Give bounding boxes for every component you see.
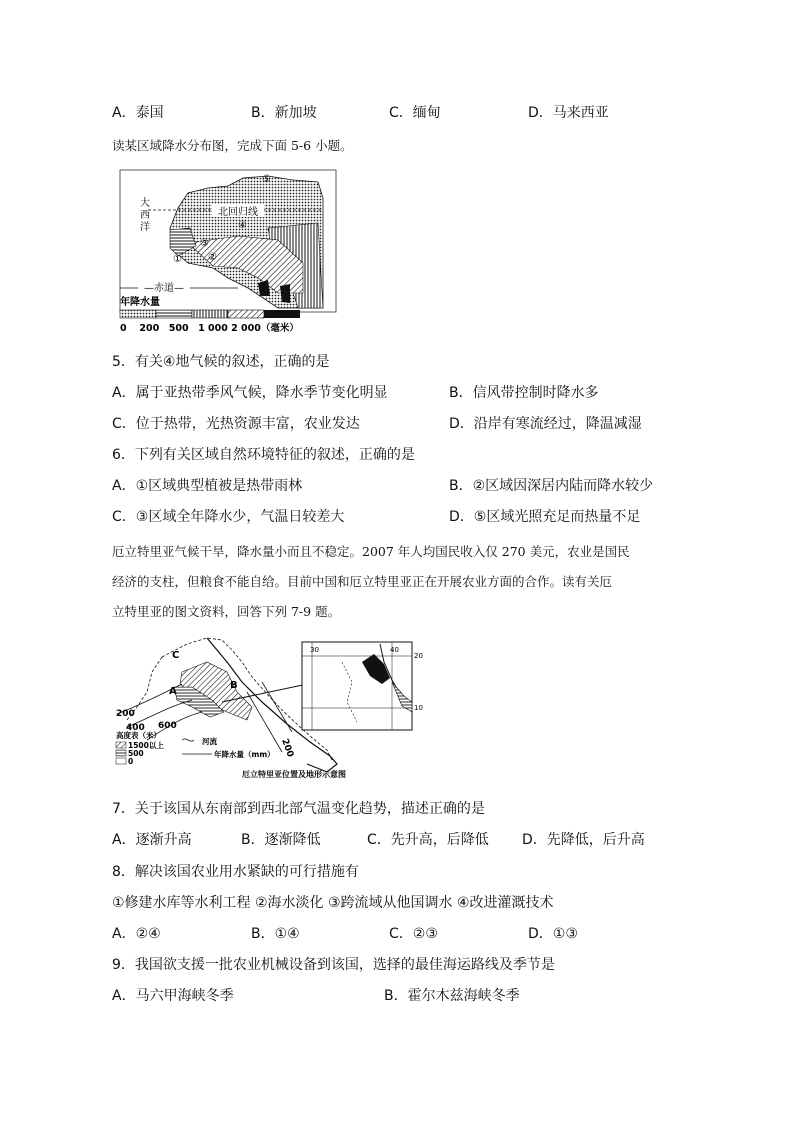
q6-option-b: B．②区域因深居内陆而降水较少 <box>449 478 654 494</box>
q8-option-a: A．②④ <box>112 926 161 942</box>
q8-stem: 8．解决该国农业用水紧缺的可行措施有 <box>112 864 359 880</box>
q6-option-d: D．⑤区域光照充足而热量不足 <box>449 509 641 525</box>
q7-option-d: D．先降低，后升高 <box>522 832 645 848</box>
legend-title: 年降水量 <box>120 297 160 308</box>
q9-option-a: A．马六甲海峡冬季 <box>112 988 234 1004</box>
intro-7-9-line-3: 立特里亚的图文资料，回答下列 7-9 题。 <box>112 604 341 619</box>
atlantic-label-1: 大 <box>140 198 150 209</box>
atlantic-label-3: 洋 <box>140 222 150 233</box>
inset-lat-20: 20 <box>414 652 423 660</box>
q7-stem: 7．关于该国从东南部到西北部气温变化趋势，描述正确的是 <box>112 801 485 817</box>
isohyet-600: 600 <box>158 721 177 731</box>
q6-stem: 6．下列有关区域自然环境特征的叙述，正确的是 <box>112 447 415 463</box>
q4-option-c: C．缅甸 <box>389 105 441 121</box>
q8-option-b: B．①④ <box>251 926 300 942</box>
q8-measures: ①修建水库等水利工程 ②海水淡化 ③跨流域从他国调水 ④改进灌溉技术 <box>112 895 554 911</box>
inset-lon-40: 40 <box>390 646 399 654</box>
legend-rainfall: 年降水量（mm） <box>214 750 275 759</box>
legend-1500: 1500以上 <box>128 741 164 750</box>
intro-7-9-line-1: 厄立特里亚气候干旱，降水量小而且不稳定。2007 年人均国民收入仅 270 美元，农业是国民 <box>112 544 630 559</box>
q4-option-a: A．泰国 <box>112 105 164 121</box>
legend-height-title: 高度表（米） <box>116 731 161 740</box>
q5-option-d: D．沿岸有寒流经过，降温减湿 <box>449 416 642 432</box>
point-a-label: A <box>169 686 177 697</box>
legend-500: 500 <box>128 749 144 758</box>
q4-option-d: D．马来西亚 <box>528 105 609 121</box>
point-b-label: B <box>230 680 238 691</box>
region-5-label: ⑤ <box>262 174 271 185</box>
q9-option-b: B．霍尔木兹海峡冬季 <box>384 988 520 1004</box>
equator-label: —赤道— <box>144 283 184 294</box>
intro-5-6: 读某区域降水分布图，完成下面 5-6 小题。 <box>112 138 353 153</box>
map-caption: 厄立特里亚位置及地形示意图 <box>242 770 346 779</box>
isohyet-400: 400 <box>126 723 145 733</box>
q8-option-d: D．①③ <box>528 926 578 942</box>
q5-option-b: B．信风带控制时降水多 <box>449 385 599 401</box>
atlantic-label-2: 西 <box>140 210 150 221</box>
tropic-label: 北回归线 <box>218 207 258 218</box>
q7-option-a: A．逐渐升高 <box>112 832 192 848</box>
inset-lat-10: 10 <box>414 704 423 712</box>
region-2-label: ② <box>208 252 217 263</box>
isohyet-200-west: 200 <box>116 709 135 719</box>
legend-0: 0 <box>128 757 134 766</box>
q7-option-c: C．先升高，后降低 <box>367 832 489 848</box>
region-3-label: ③ <box>200 238 209 249</box>
inset-lon-30: 30 <box>310 646 319 654</box>
q5-option-a: A．属于亚热带季风气候，降水季节变化明显 <box>112 385 388 401</box>
intro-7-9-line-2: 经济的支柱，但粮食不能自给。目前中国和厄立特里亚正在开展农业方面的合作。读有关厄 <box>112 574 613 589</box>
q7-option-b: B．逐渐降低 <box>241 832 321 848</box>
q6-option-c: C．③区域全年降水少，气温日较差大 <box>112 509 345 525</box>
q4-option-b: B．新加坡 <box>251 105 317 121</box>
isohyet-200-east: 200 <box>279 737 296 759</box>
q5-stem: 5．有关④地气候的叙述，正确的是 <box>112 354 330 370</box>
eritrea-map <box>112 632 432 782</box>
q8-option-c: C．②③ <box>389 926 438 942</box>
region-1-label: ① <box>173 254 182 265</box>
precipitation-map <box>118 168 338 336</box>
q9-stem: 9．我国欲支援一批农业机械设备到该国，选择的最佳海运路线及季节是 <box>112 957 555 973</box>
q6-option-a: A．①区域典型植被是热带雨林 <box>112 478 303 494</box>
legend-ticks: 0 200 500 1 000 2 000（毫米） <box>120 323 299 334</box>
point-c-label: C <box>172 650 180 661</box>
q5-option-c: C．位于热带，光热资源丰富，农业发达 <box>112 416 360 432</box>
legend-river: 河流 <box>202 737 217 746</box>
region-4-label: ④ <box>238 220 247 231</box>
